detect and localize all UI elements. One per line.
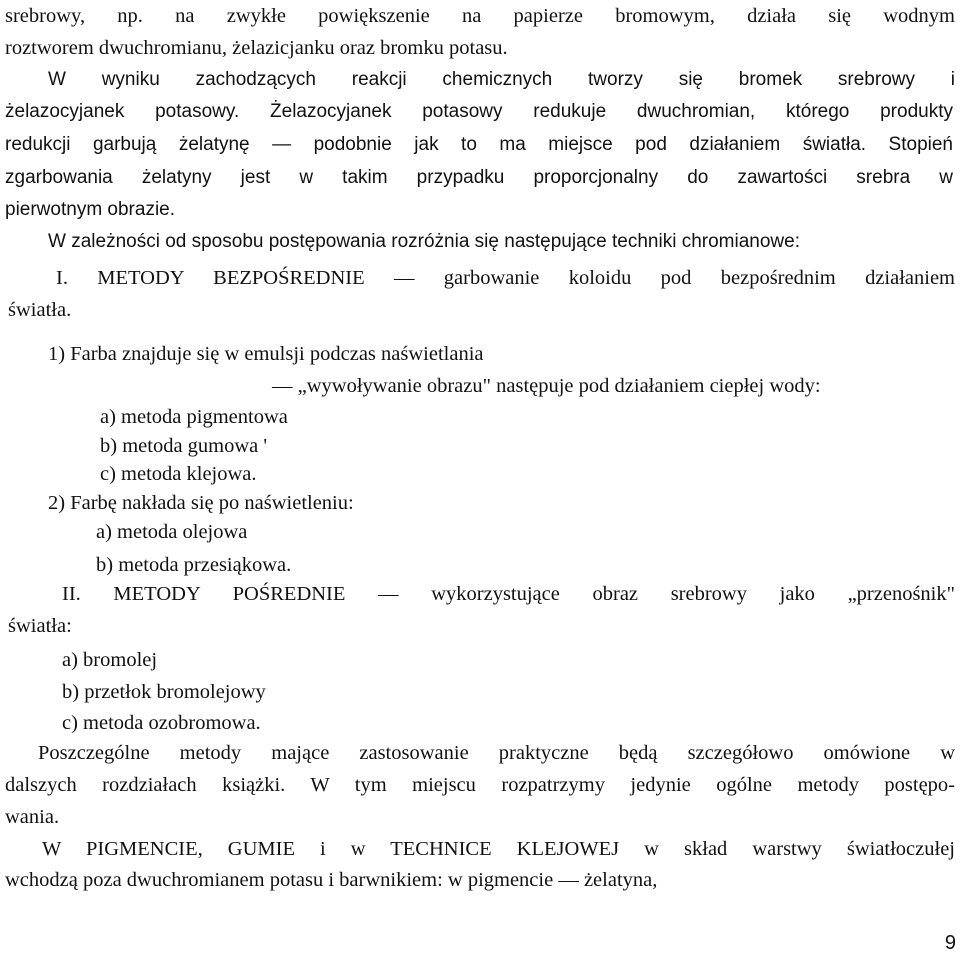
text-line: W PIGMENCIE, GUMIE i w TECHNICE KLEJOWEJ w skład warstwy światłoczułej xyxy=(42,838,955,860)
text-line: wchodzą poza dwuchromianem potasu i barwnikiem: w pigmencie — żelatyna, xyxy=(5,869,658,891)
list-item: b) metoda gumowa ' xyxy=(100,435,268,457)
text-line: zgarbowania żelatyny jest w takim przypadku proporcjonalny do zawartości srebra w xyxy=(5,167,953,188)
text-line: W zależności od sposobu postępowania rozróżnia się następujące techniki chromianowe: xyxy=(48,231,800,252)
list-item: 1) Farba znajduje się w emulsji podczas naświetlania xyxy=(48,343,484,365)
list-item: — „wywoływanie obrazu" następuje pod działaniem ciepłej wody: xyxy=(272,375,821,397)
list-item: b) metoda przesiąkowa. xyxy=(96,554,292,576)
list-item: a) metoda pigmentowa xyxy=(100,406,288,428)
text-line: wania. xyxy=(5,806,60,828)
list-item: b) przetłok bromolejowy xyxy=(62,681,266,703)
section-heading: I. METODY BEZPOŚREDNIE — garbowanie koloidu pod bezpośrednim działaniem xyxy=(56,267,955,289)
text-line: Poszczególne metody mające zastosowanie praktyczne będą szczegółowo omówione w xyxy=(38,742,955,764)
text-line: pierwotnym obrazie. xyxy=(5,199,176,220)
list-item: c) metoda ozobromowa. xyxy=(62,712,261,734)
text-line: żelazocyjanek potasowy. Żelazocyjanek potasowy redukuje dwuchromian, którego produkty xyxy=(5,101,953,122)
list-item: a) metoda olejowa xyxy=(96,521,248,543)
list-item: 2) Farbę nakłada się po naświetleniu: xyxy=(48,492,354,514)
text-line: redukcji garbują żelatynę — podobnie jak to ma miejsce pod działaniem światła. Stopień xyxy=(5,134,953,155)
section-heading: II. METODY POŚREDNIE — wykorzystujące obraz srebrowy jako „przenośnik" xyxy=(62,583,955,605)
text-line: W wyniku zachodzących reakcji chemicznych tworzy się bromek srebrowy i xyxy=(48,69,955,90)
list-item: c) metoda klejowa. xyxy=(100,463,257,485)
text-line: światła. xyxy=(8,299,72,321)
text-line: światła: xyxy=(8,615,72,637)
list-item: a) bromolej xyxy=(62,649,158,671)
text-line: dalszych rozdziałach książki. W tym miejscu rozpatrzymy jedynie ogólne metody postępo- xyxy=(5,774,955,796)
page-number: 9 xyxy=(944,932,956,954)
text-line: srebrowy, np. na zwykłe powiększenie na papierze bromowym, działa się wodnym xyxy=(5,5,955,27)
text-line: roztworem dwuchromianu, żelazicjanku oraz bromku potasu. xyxy=(5,37,508,59)
